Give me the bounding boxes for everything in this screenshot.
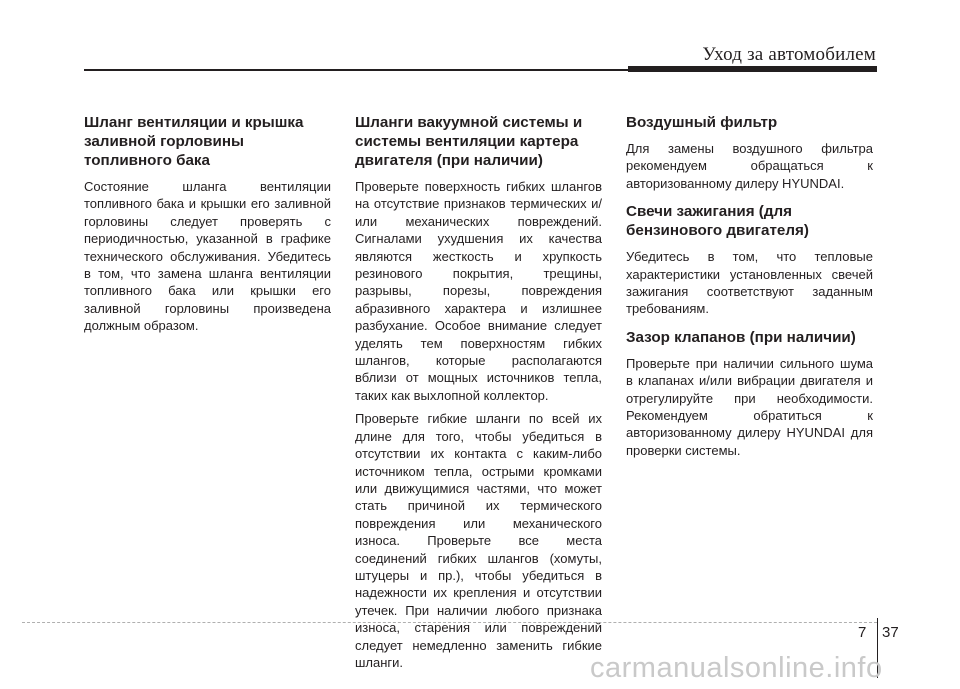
chapter-title: Уход за автомобилем [702, 44, 876, 65]
column-1 [84, 113, 331, 341]
footer-rule [22, 622, 877, 623]
watermark: carmanualsonline.info [590, 652, 883, 684]
section-heading-vacuum-hoses: Шланги вакуумной системы и системы вентиляции картера двигателя (при наличии) [355, 114, 583, 169]
section-heading-spark-plugs: Свечи зажигания (для бензинового двигателя) [626, 203, 809, 240]
column-2 [355, 113, 602, 677]
section-heading-valve-clearance: Зазор клапанов (при наличии) [626, 328, 856, 346]
section-text-air-filter: Для замены воздушного фильтра рекомендуем обращаться к авторизованному дилеру HYUNDAI. [626, 141, 873, 191]
page-number: 37 [882, 624, 899, 641]
section-text-valve-clearance: Проверьте при наличии сильного шума в клапанах и/или вибрации двигателя и отрегулируйте при необходимости. Рекомендуем обратиться к авторизованному дилеру HYUNDAI для проверки системы. [626, 355, 873, 458]
chapter-number: 7 [858, 624, 867, 641]
section-heading-vent-hose: Шланг вентиляции и крышка заливной горловины топливного бака [84, 114, 304, 169]
header-rule [84, 69, 877, 71]
column-3 [626, 113, 873, 465]
section-heading-air-filter: Воздушный фильтр [626, 114, 778, 131]
section-text-vacuum-hoses-1: Проверьте поверхность гибких шлангов на отсутствие признаков термических и/или механических повреждений. Сигналами ухудшения их качества являются жесткость и хрупкость резинового покрытия, трещины, разрывы, порезы, повреждения абразивного характера и излишнее разбухание. Особое внимание следует уделять тем поверхностям гибких шлангов, которые располагаются вблизи от мощных источников тепла, таких как выхлопной коллектор. [355, 179, 602, 403]
section-text-vent-hose: Состояние шланга вентиляции топливного бака и крышки его заливной горловины следует проверять с периодичностью, указанной в графике технического обслуживания. Убедитесь в том, что замена шланга вентиляции топливного бака или крышки его заливной горловины произведена должным образом. [84, 179, 331, 334]
section-text-spark-plugs: Убедитесь в том, что тепловые характеристики установленных свечей зажигания соответствуют заданным требованиям. [626, 249, 873, 317]
section-text-vacuum-hoses-2: Проверьте гибкие шланги по всей их длине для того, чтобы убедиться в отсутствии их контакта с каким-либо источником тепла, острыми кромками или движущимися частями, что может стать причиной их термического повреждения или механического износа. Проверьте все места соединений гибких шлангов (хомуты, штуцеры и пр.), чтобы убедиться в надежности их крепления и отсутствии утечек. При наличии любого признака износа, старения или повреждений следует немедленно заменить гибкие шланги. [355, 411, 602, 670]
